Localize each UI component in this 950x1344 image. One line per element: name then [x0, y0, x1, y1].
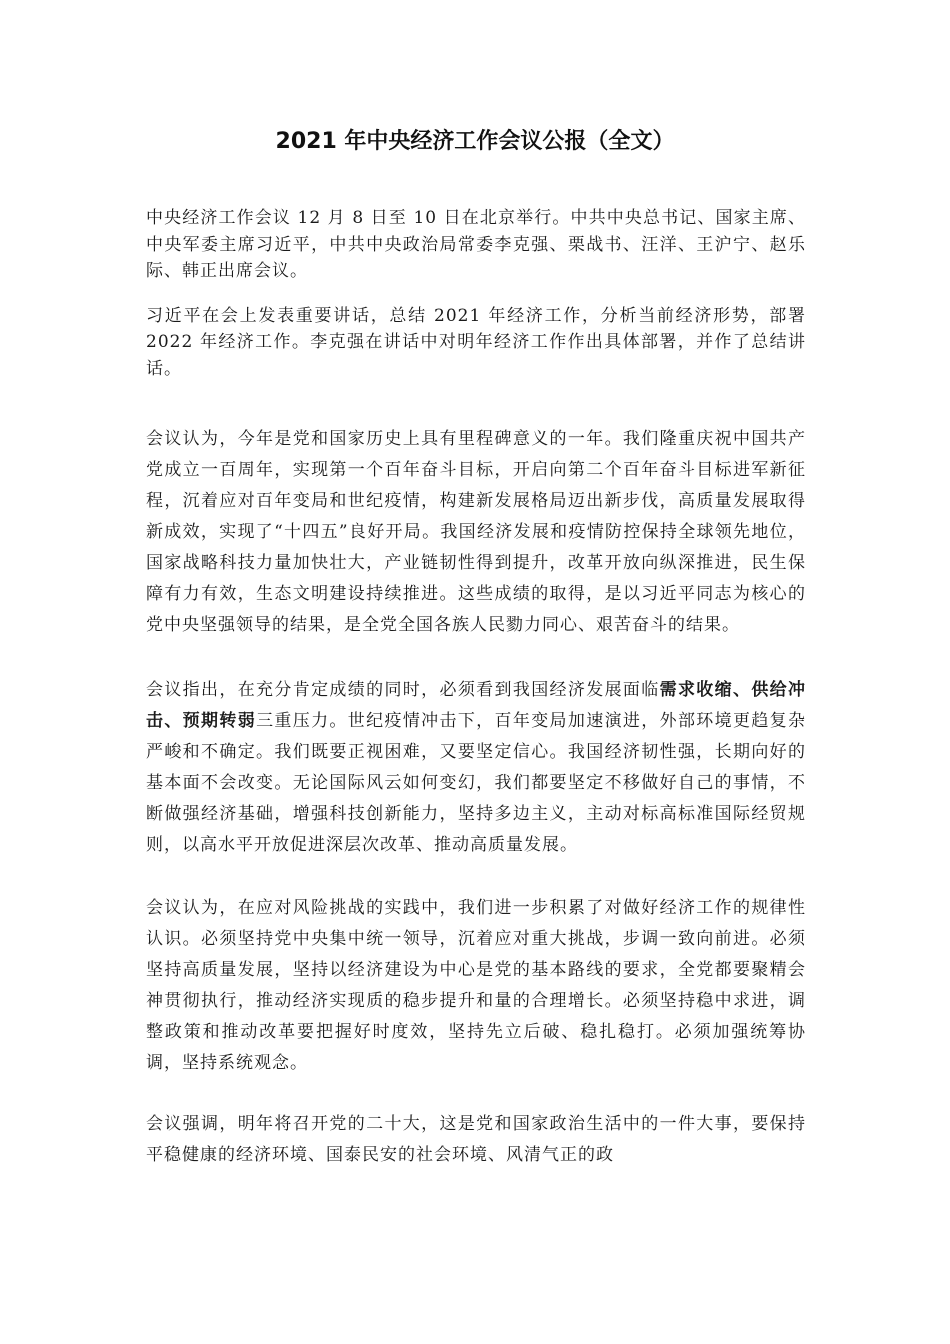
- paragraph-pressures-rest: 三重压力。世纪疫情冲击下，百年变局加速演进，外部环境更趋复杂严峻和不确定。我们既要正视困难，又要坚定信心。我国经济韧性强，长期向好的基本面不会改变。无论国际风云如何变幻，我们都要坚定不移做好自己的事情，不断做强经济基础，增强科技创新能力，坚持多边主义，主动对标高标准国际经贸规则，以高水平开放促进深层次改革、推动高质量发展。: [146, 711, 807, 855]
- paragraph-pressures: [146, 675, 806, 861]
- paragraph-achievements: 会议认为，今年是党和国家历史上具有里程碑意义的一年。我们隆重庆祝中国共产党成立一百周年，实现第一个百年奋斗目标，开启向第二个百年奋斗目标进军新征程，沉着应对百年变局和世纪疫情，构建新发展格局迈出新步伐，高质量发展取得新成效，实现了“十四五”良好开局。我国经济发展和疫情防控保持全球领先地位，国家战略科技力量加快壮大，产业链韧性得到提升，改革开放向纵深推进，民生保障有力有效，生态文明建设持续推进。这些成绩的取得，是以习近平同志为核心的党中央坚强领导的结果，是全党全国各族人民勠力同心、艰苦奋斗的结果。: [146, 429, 806, 635]
- paragraph-pressures-lead: 会议指出，在充分肯定成绩的同时，必须看到我国经济发展面临: [146, 680, 660, 700]
- paragraph-emphasis: 会议强调，明年将召开党的二十大，这是党和国家政治生活中的一件大事，要保持平稳健康的经济环境、国泰民安的社会环境、风清气正的政: [146, 1114, 806, 1165]
- paragraph-experience: 会议认为，在应对风险挑战的实践中，我们进一步积累了对做好经济工作的规律性认识。必须坚持党中央集中统一领导，沉着应对重大挑战，步调一致向前进。必须坚持高质量发展，坚持以经济建设为中心是党的基本路线的要求，全党都要聚精会神贯彻执行，推动经济实现质的稳步提升和量的合理增长。必须坚持稳中求进，调整政策和推动改革要把握好时度效，坚持先立后破、稳扎稳打。必须加强统筹协调，坚持系统观念。: [146, 898, 806, 1073]
- document-body: [146, 205, 806, 1171]
- paragraph-speech: 习近平在会上发表重要讲话，总结 2021 年经济工作，分析当前经济形势，部署 2022 年经济工作。李克强在讲话中对明年经济工作作出具体部署，并作了总结讲话。: [146, 305, 806, 379]
- document-title: 2021 年中央经济工作会议公报（全文）: [275, 129, 675, 154]
- triple-pressures-emphasis: 需求收缩、供给冲击、预期转弱: [146, 680, 807, 731]
- paragraph-meeting-held: 中央经济工作会议 12 月 8 日至 10 日在北京举行。中共中央总书记、国家主席、中央军委主席习近平，中共中央政治局常委李克强、栗战书、汪洋、王沪宁、赵乐际、韩正出席会议。: [146, 208, 806, 281]
